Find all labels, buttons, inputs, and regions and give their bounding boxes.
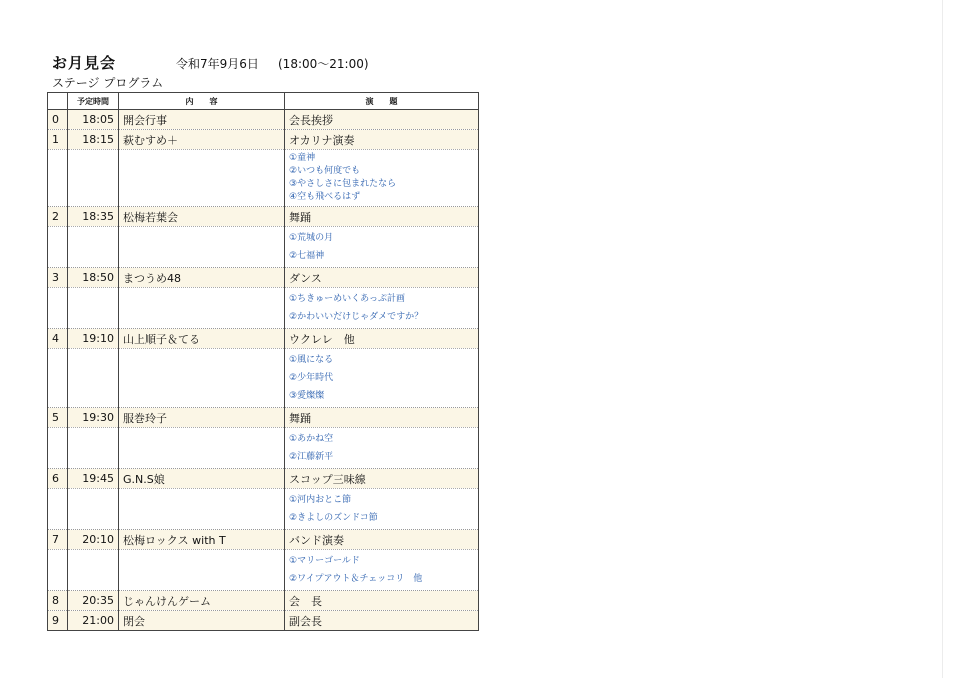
song-item: ①マリーゴールド: [289, 556, 360, 566]
song-item: ①童神: [289, 153, 316, 163]
program-title: ウクレレ 他: [285, 329, 479, 349]
song-item: ④空も飛べるはず: [289, 192, 361, 202]
document-title: お月見会: [52, 54, 117, 72]
song-list: [285, 428, 479, 469]
act-name: じゃんけんゲーム: [119, 591, 285, 611]
sheet-edge: [942, 0, 943, 678]
document-header: [52, 52, 472, 72]
table-row: [48, 591, 479, 611]
song-item: ②ワイプアウト＆チェッコリ 他: [289, 574, 423, 584]
song-list-row: [48, 227, 479, 268]
table-row: [48, 611, 479, 631]
event-time-range: (18:00～21:00): [278, 57, 369, 71]
song-list: [285, 550, 479, 591]
empty-cell: [68, 550, 119, 591]
song-list-row: [48, 288, 479, 329]
program-title: 舞踊: [285, 207, 479, 227]
program-title: 会 長: [285, 591, 479, 611]
empty-cell: [68, 227, 119, 268]
table-row: [48, 110, 479, 130]
table-row: [48, 329, 479, 349]
act-name: 松梅若葉会: [119, 207, 285, 227]
row-number: 6: [48, 469, 68, 489]
table-row: [48, 207, 479, 227]
program-table: [47, 92, 479, 631]
song-list-row: [48, 489, 479, 530]
act-name: まつうめ48: [119, 268, 285, 288]
table-row: [48, 408, 479, 428]
empty-cell: [119, 227, 285, 268]
empty-cell: [48, 489, 68, 530]
program-title: 会長挨拶: [285, 110, 479, 130]
row-number: 4: [48, 329, 68, 349]
song-list: [285, 150, 479, 207]
empty-cell: [119, 150, 285, 207]
song-item: ③愛燦燦: [289, 391, 325, 401]
scheduled-time: 21:00: [68, 611, 119, 631]
song-list: [285, 288, 479, 329]
song-item: ②七福神: [289, 251, 325, 261]
song-item: ①河内おとこ節: [289, 495, 352, 505]
table-header-row: [48, 93, 479, 110]
row-number: 8: [48, 591, 68, 611]
program-table-body: [48, 110, 479, 631]
scheduled-time: 20:10: [68, 530, 119, 550]
scheduled-time: 18:35: [68, 207, 119, 227]
act-name: G.N.S娘: [119, 469, 285, 489]
empty-cell: [68, 349, 119, 408]
song-list: [285, 349, 479, 408]
program-title: ダンス: [285, 268, 479, 288]
act-name: 萩むすめ＋: [119, 130, 285, 150]
empty-cell: [68, 489, 119, 530]
song-item: ②いつも何度でも: [289, 166, 361, 176]
empty-cell: [119, 489, 285, 530]
table-row: [48, 268, 479, 288]
program-title: バンド演奏: [285, 530, 479, 550]
song-item: ①風になる: [289, 355, 334, 365]
column-header-content: 内 容: [119, 93, 285, 110]
program-title: オカリナ演奏: [285, 130, 479, 150]
row-number: 2: [48, 207, 68, 227]
row-number: 1: [48, 130, 68, 150]
scheduled-time: 18:50: [68, 268, 119, 288]
table-row: [48, 469, 479, 489]
song-item: ①あかね空: [289, 434, 334, 444]
act-name: 山上順子＆てる: [119, 329, 285, 349]
act-name: 服巻玲子: [119, 408, 285, 428]
program-title: 舞踊: [285, 408, 479, 428]
empty-cell: [68, 288, 119, 329]
empty-cell: [48, 349, 68, 408]
song-list-row: [48, 550, 479, 591]
empty-cell: [68, 150, 119, 207]
empty-cell: [48, 428, 68, 469]
song-list: [285, 227, 479, 268]
scheduled-time: 19:10: [68, 329, 119, 349]
song-list-row: [48, 349, 479, 408]
song-item: ③やさしさに包まれたなら: [289, 179, 397, 189]
scheduled-time: 20:35: [68, 591, 119, 611]
song-item: ②江藤新平: [289, 452, 334, 462]
empty-cell: [48, 227, 68, 268]
empty-cell: [119, 550, 285, 591]
empty-cell: [119, 288, 285, 329]
song-list: [285, 489, 479, 530]
table-row: [48, 530, 479, 550]
row-number: 9: [48, 611, 68, 631]
song-item: ①荒城の月: [289, 233, 334, 243]
row-number: 3: [48, 268, 68, 288]
song-list-row: [48, 150, 479, 207]
song-item: ②きよしのズンドコ節: [289, 513, 378, 523]
program-title: 副会長: [285, 611, 479, 631]
song-list-row: [48, 428, 479, 469]
empty-cell: [119, 428, 285, 469]
song-item: ②かわいいだけじゃダメですか？: [289, 312, 424, 322]
empty-cell: [48, 288, 68, 329]
scheduled-time: 19:30: [68, 408, 119, 428]
empty-cell: [119, 349, 285, 408]
event-date: 令和7年9月6日: [176, 57, 259, 71]
song-item: ①ちきゅーめいくあっぷ計画: [289, 294, 405, 304]
empty-cell: [48, 550, 68, 591]
row-number: 5: [48, 408, 68, 428]
scheduled-time: 18:15: [68, 130, 119, 150]
column-header-program: 演 題: [285, 93, 479, 110]
scheduled-time: 18:05: [68, 110, 119, 130]
row-number: 7: [48, 530, 68, 550]
empty-cell: [68, 428, 119, 469]
song-item: ②少年時代: [289, 373, 334, 383]
act-name: 松梅ロックス with T: [119, 530, 285, 550]
act-name: 閉会: [119, 611, 285, 631]
table-row: [48, 130, 479, 150]
act-name: 開会行事: [119, 110, 285, 130]
empty-cell: [48, 150, 68, 207]
scheduled-time: 19:45: [68, 469, 119, 489]
document-subtitle: ステージ プログラム: [52, 76, 164, 90]
column-header-no: [48, 93, 68, 110]
row-number: 0: [48, 110, 68, 130]
column-header-time: 予定時間: [68, 93, 119, 110]
program-title: スコップ三味線: [285, 469, 479, 489]
